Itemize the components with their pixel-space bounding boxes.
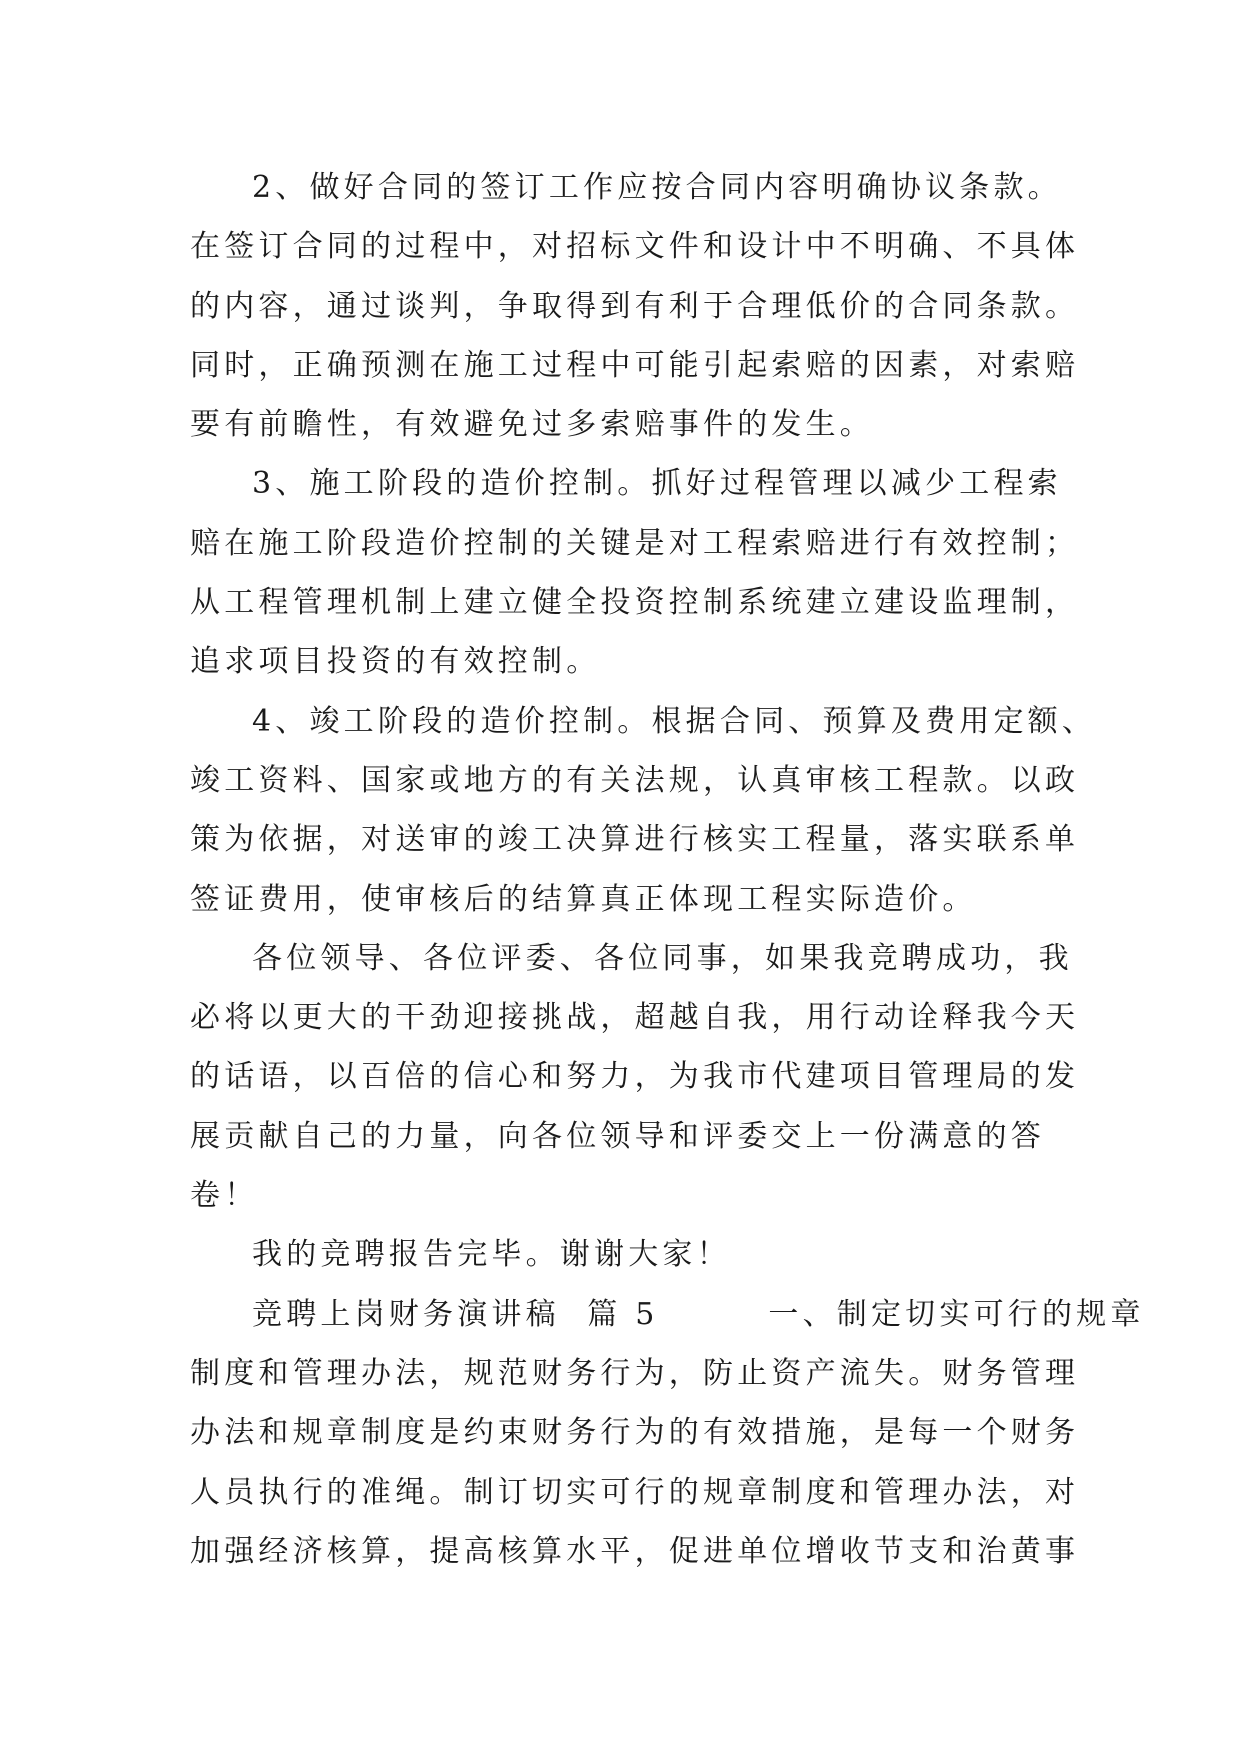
paragraph-line: 的话语，以百倍的信心和努力，为我市代建项目管理局的发 xyxy=(190,1059,1080,1095)
paragraph-line: 制度和管理办法，规范财务行为，防止资产流失。财务管理 xyxy=(190,1355,1080,1391)
paragraph-line: 卷！ xyxy=(190,1178,259,1214)
paragraph-line: 加强经济核算，提高核算水平，促进单位增收节支和治黄事 xyxy=(190,1533,1080,1569)
section-heading-line: 竞聘上岗财务演讲稿 篇 5 一、制定切实可行的规章 xyxy=(252,1296,1145,1332)
paragraph-line: 在签订合同的过程中，对招标文件和设计中不明确、不具体 xyxy=(190,229,1080,265)
paragraph-line: 要有前瞻性，有效避免过多索赔事件的发生。 xyxy=(190,407,874,443)
paragraph-line: 我的竞聘报告完毕。谢谢大家！ xyxy=(252,1237,731,1273)
paragraph-line: 从工程管理机制上建立健全投资控制系统建立建设监理制， xyxy=(190,585,1080,621)
paragraph-line: 人员执行的准绳。制订切实可行的规章制度和管理办法，对 xyxy=(190,1474,1080,1510)
paragraph-line: 竣工资料、国家或地方的有关法规，认真审核工程款。以政 xyxy=(190,762,1080,798)
paragraph-line: 2、做好合同的签订工作应按合同内容明确协议条款。 xyxy=(252,170,1062,205)
paragraph-line: 办法和规章制度是约束财务行为的有效措施，是每一个财务 xyxy=(190,1415,1080,1451)
paragraph-line: 3、施工阶段的造价控制。抓好过程管理以减少工程索 xyxy=(252,466,1062,502)
paragraph-line: 4、竣工阶段的造价控制。根据合同、预算及费用定额、 xyxy=(252,703,1097,739)
paragraph-line: 展贡献自己的力量，向各位领导和评委交上一份满意的答 xyxy=(190,1118,1045,1154)
paragraph-line: 同时，正确预测在施工过程中可能引起索赔的因素，对索赔 xyxy=(190,347,1080,383)
paragraph-line: 策为依据，对送审的竣工决算进行核实工程量，落实联系单 xyxy=(190,822,1080,858)
document-body xyxy=(190,158,1145,1581)
paragraph-line: 追求项目投资的有效控制。 xyxy=(190,644,601,680)
paragraph-line: 必将以更大的干劲迎接挑战，超越自我，用行动诠释我今天 xyxy=(190,1000,1080,1036)
paragraph-line: 签证费用，使审核后的结算真正体现工程实际造价。 xyxy=(190,881,977,917)
paragraph-line: 各位领导、各位评委、各位同事，如果我竞聘成功，我 xyxy=(252,940,1073,976)
paragraph-line: 赔在施工阶段造价控制的关键是对工程索赔进行有效控制； xyxy=(190,525,1080,561)
paragraph-line: 的内容，通过谈判，争取得到有利于合理低价的合同条款。 xyxy=(190,288,1080,324)
